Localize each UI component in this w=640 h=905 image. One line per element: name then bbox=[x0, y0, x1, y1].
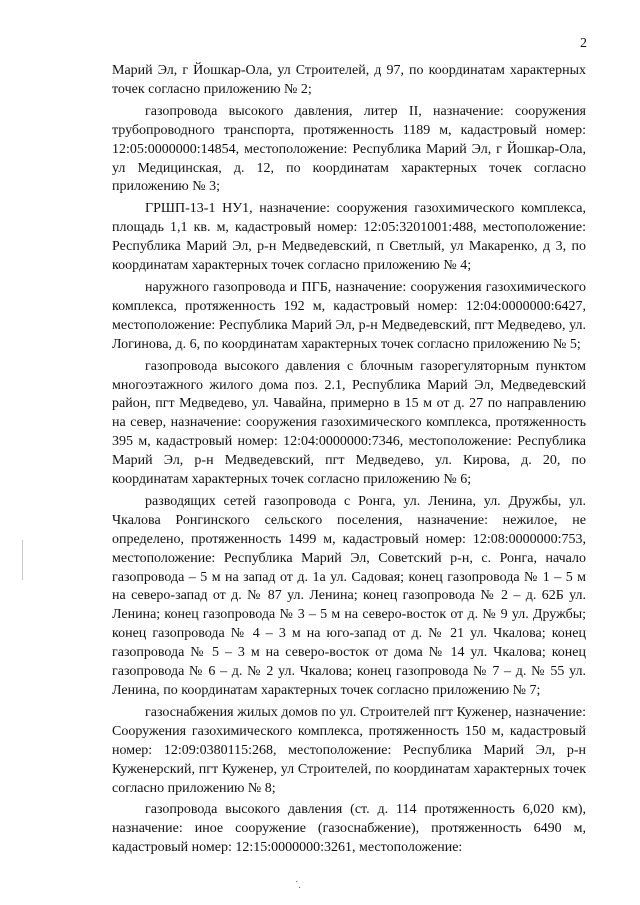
scan-speck: ˙. bbox=[295, 880, 301, 891]
paragraph: газопровода высокого давления с блочным газорегуляторным пунктом многоэтажного жилого дома поз. 2.1, Республика Марий Эл, Медведевский район, пгт Медведево, ул. Чавайна, примерно в 15 м от д. 27 по направлению на север, назначение: сооружения газохимического комплекса, протяженность 395 м, кадастровый номер: 12:04:0000000:7346, местоположение: Республика Марий Эл, р-н Медведевский, пгт Медведево, ул. Кирова, д. 20, по координатам характерных точек согласно приложению № 6; bbox=[112, 358, 586, 488]
scan-edge-mark bbox=[22, 540, 23, 580]
paragraph: газоснабжения жилых домов по ул. Строителей пгт Куженер, назначение: Сооружения газохимического комплекса, протяженность 150 м, кадастровый номер: 12:09:0380115:268, местоположение: Республика Марий Эл, р-н Куженерский, пгт Куженер, ул Строителей, по координатам характерных точек согласно приложению № 8; bbox=[112, 704, 586, 796]
page-number: 2 bbox=[580, 36, 587, 51]
paragraph: Марий Эл, г Йошкар-Ола, ул Строителей, д 97, по координатам характерных точек согласно приложению № 2; bbox=[112, 63, 586, 97]
paragraph: газопровода высокого давления, литер II, назначение: сооружения трубопроводного транспорта, протяженность 1189 м, кадастровый номер: 12:05:0000000:14854, местоположение: Республика Марий Эл, г Йошкар-Ола, ул Медицинская, д. 12, по координатам характерных точек согласно приложению № 3; bbox=[112, 103, 586, 195]
paragraph: наружного газопровода и ПГБ, назначение: сооружения газохимического комплекса, протяженность 192 м, кадастровый номер: 12:04:0000000:6427, местоположение: Республика Марий Эл, р-н Медведевский, пгт Медведево, ул. Логинова, д. 6, по координатам характерных точек согласно приложению № 5; bbox=[112, 279, 586, 352]
paragraph: ГРШП-13-1 НУ1, назначение: сооружения газохимического комплекса, площадь 1,1 кв. м, кадастровый номер: 12:05:3201001:488, местоположение: Республика Марий Эл, р-н Медведевский, п Светлый, ул Макаренко, д 3, по координатам характерных точек согласно приложению № 4; bbox=[112, 201, 586, 274]
paragraph: разводящих сетей газопровода с Ронга, ул. Ленина, ул. Дружбы, ул. Чкалова Ронгинского сельского поселения, назначение: нежилое, не определено, протяженность 1499 м, кадастровый номер: 12:08:0000000:753, местоположение: Республика Марий Эл, Советский р-н, с. Ронга, начало газопровода – 5 м на запад от д. 1а ул. Садовая; конец газопровода № 1 – 5 м на северо-запад от д. № 87 ул. Ленина; конец газопровода № 2 – д. 62Б ул. Ленина; конец газопровода № 3 – 5 м на северо-восток от д. № 9 ул. Дружбы; конец газопровода № 4 – 3 м на юго-запад от д. № 21 ул. Чкалова; конец газопровода № 5 – 3 м на северо-восток от дома № 14 ул. Чкалова; конец газопровода № 6 – д. № 2 ул. Чкалова; конец газопровода № 7 – д. № 55 ул. Ленина, по координатам характерных точек согласно приложению № 7; bbox=[112, 493, 586, 698]
document-body bbox=[112, 62, 586, 861]
paragraph: газопровода высокого давления (ст. д. 114 протяженность 6,020 км), назначение: иное сооружение (газоснабжение), протяженность 6490 м, кадастровый номер: 12:15:0000000:3261, местоположение: bbox=[112, 802, 586, 856]
